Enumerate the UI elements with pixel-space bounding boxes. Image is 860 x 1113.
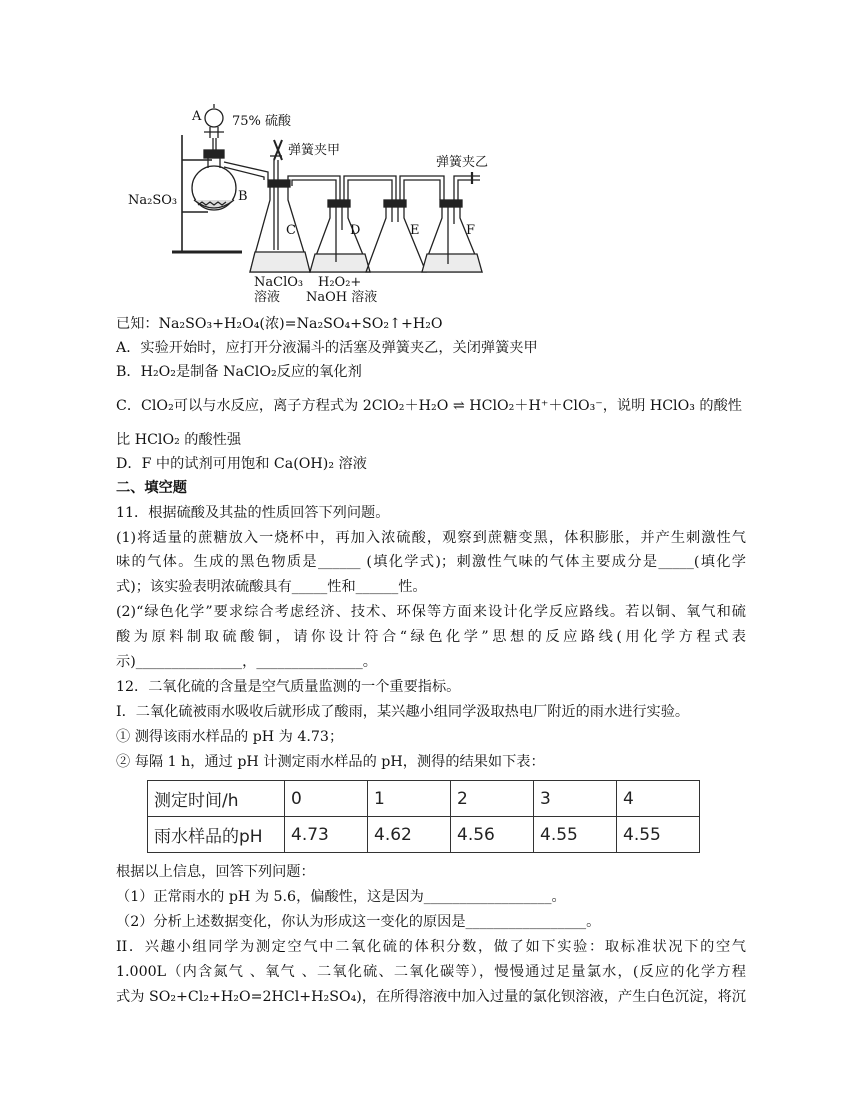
label-f: F [466,223,476,238]
q11-p2-line3: 示)_______________，_______________。 [116,654,377,670]
label-naoh: NaOH 溶液 [306,290,378,305]
label-d: D [350,223,361,238]
label-h2o2: H₂O₂+ [318,275,362,290]
table-row-ph [148,817,700,853]
table-cell: 4.73 [285,817,368,853]
table-cell: 0 [285,781,368,817]
table-cell: 2 [451,781,534,817]
label-clip-jia: 弹簧夹甲 [288,143,341,158]
option-c-line1: C．ClO₂可以与水反应，离子方程式为 2ClO₂＋H₂O ⇌ HClO₂＋H⁺＋ClO₃⁻，说明 HClO₃ 的酸性 [116,398,742,414]
q12-step2: ② 每隔 1 h，通过 pH 计测定雨水样品的 pH，测得的结果如下表： [116,754,545,770]
label-b: B [238,189,248,204]
table-cell: 4.56 [451,817,534,853]
table-header-ph: 雨水样品的pH [148,817,285,853]
option-b: B．H₂O₂是制备 NaClO₂反应的氧化剂 [116,364,362,380]
q11-p1-line3: 式)；该实验表明浓硫酸具有_____性和______性。 [116,579,427,595]
ph-table [147,780,700,853]
q12-after-table: 根据以上信息，回答下列问题： [116,864,315,880]
known-equation: 已知：Na₂SO₃+H₂O₄(浓)=Na₂SO₄+SO₂↑+H₂O [116,316,443,332]
option-c-line2: 比 HClO₂ 的酸性强 [116,432,242,448]
label-acid: 75% 硫酸 [232,114,292,129]
q11-p1-line2: 味的气体。生成的黑色物质是______ (填化学式)；刺激性气味的气体主要成分是_____(填化学 [116,554,746,570]
label-c: C [286,223,296,238]
label-rongye: 溶液 [254,290,281,305]
flask-b [192,150,236,210]
q11-p2-line1: (2)“绿色化学”要求综合考虑经济、技术、环保等方面来设计化学反应路线。若以铜、氧气和硫 [116,604,746,620]
q11-p1-line1: (1)将适量的蔗糖放入一烧杯中，再加入浓硫酸，观察到蔗糖变黑，体积膨胀，并产生刺激性气 [116,530,746,546]
q11-stem: 11．根据硫酸及其盐的性质回答下列问题。 [116,505,390,521]
q12-sub1: （1）正常雨水的 pH 为 5.6，偏酸性，这是因为__________________。 [116,889,566,905]
q11-p2-line2: 酸为原料制取硫酸铜，请你设计符合“绿色化学”思想的反应路线(用化学方程式表 [116,629,746,645]
table-cell: 4.62 [368,817,451,853]
q12-sub2: （2）分析上述数据变化，你认为形成这一变化的原因是_________________。 [116,914,601,930]
option-d: D．F 中的试剂可用饱和 Ca(OH)₂ 溶液 [116,456,367,472]
q12-part1-intro: I．二氧化硫被雨水吸收后就形成了酸雨，某兴趣小组同学汲取热电厂附近的雨水进行实验。 [116,704,690,720]
q12-stem: 12．二氧化硫的含量是空气质量监测的一个重要指标。 [116,679,461,695]
table-cell: 1 [368,781,451,817]
option-a: A．实验开始时，应打开分液漏斗的活塞及弹簧夹乙，关闭弹簧夹甲 [116,340,538,356]
clip-jia-icon [274,140,282,160]
table-cell: 4.55 [534,817,617,853]
label-e: E [410,223,420,238]
section-title: 二、填空题 [116,480,187,496]
q12-part2-line1: II．兴趣小组同学为测定空气中二氧化硫的体积分数，做了如下实验：取标准状况下的空气 [116,939,746,955]
table-cell: 4.55 [617,817,700,853]
table-header-time: 测定时间/h [148,781,285,817]
q12-part2-line3: 式为 SO₂+Cl₂+H₂O=2HCl+H₂SO₄)，在所得溶液中加入过量的氯化钡溶液，产生白色沉淀，将沉 [116,989,746,1005]
label-na2so3: Na₂SO₃ [128,193,178,208]
label-naclo3: NaClO₃ [254,275,304,290]
q12-step1: ① 测得该雨水样品的 pH 为 4.73； [116,729,344,745]
table-cell: 3 [534,781,617,817]
q12-part2-line2: 1.000L（内含氮气 、氧气 、二氧化硫、二氧化碳等），慢慢通过足量氯水，(反应的化学方程 [116,964,746,980]
flask-c [250,180,310,272]
label-clip-yi: 弹簧夹乙 [436,155,489,170]
table-row-time [148,781,700,817]
table-cell: 4 [617,781,700,817]
label-a: A [192,109,202,124]
flask-d [310,200,370,272]
apparatus-diagram [120,100,500,308]
